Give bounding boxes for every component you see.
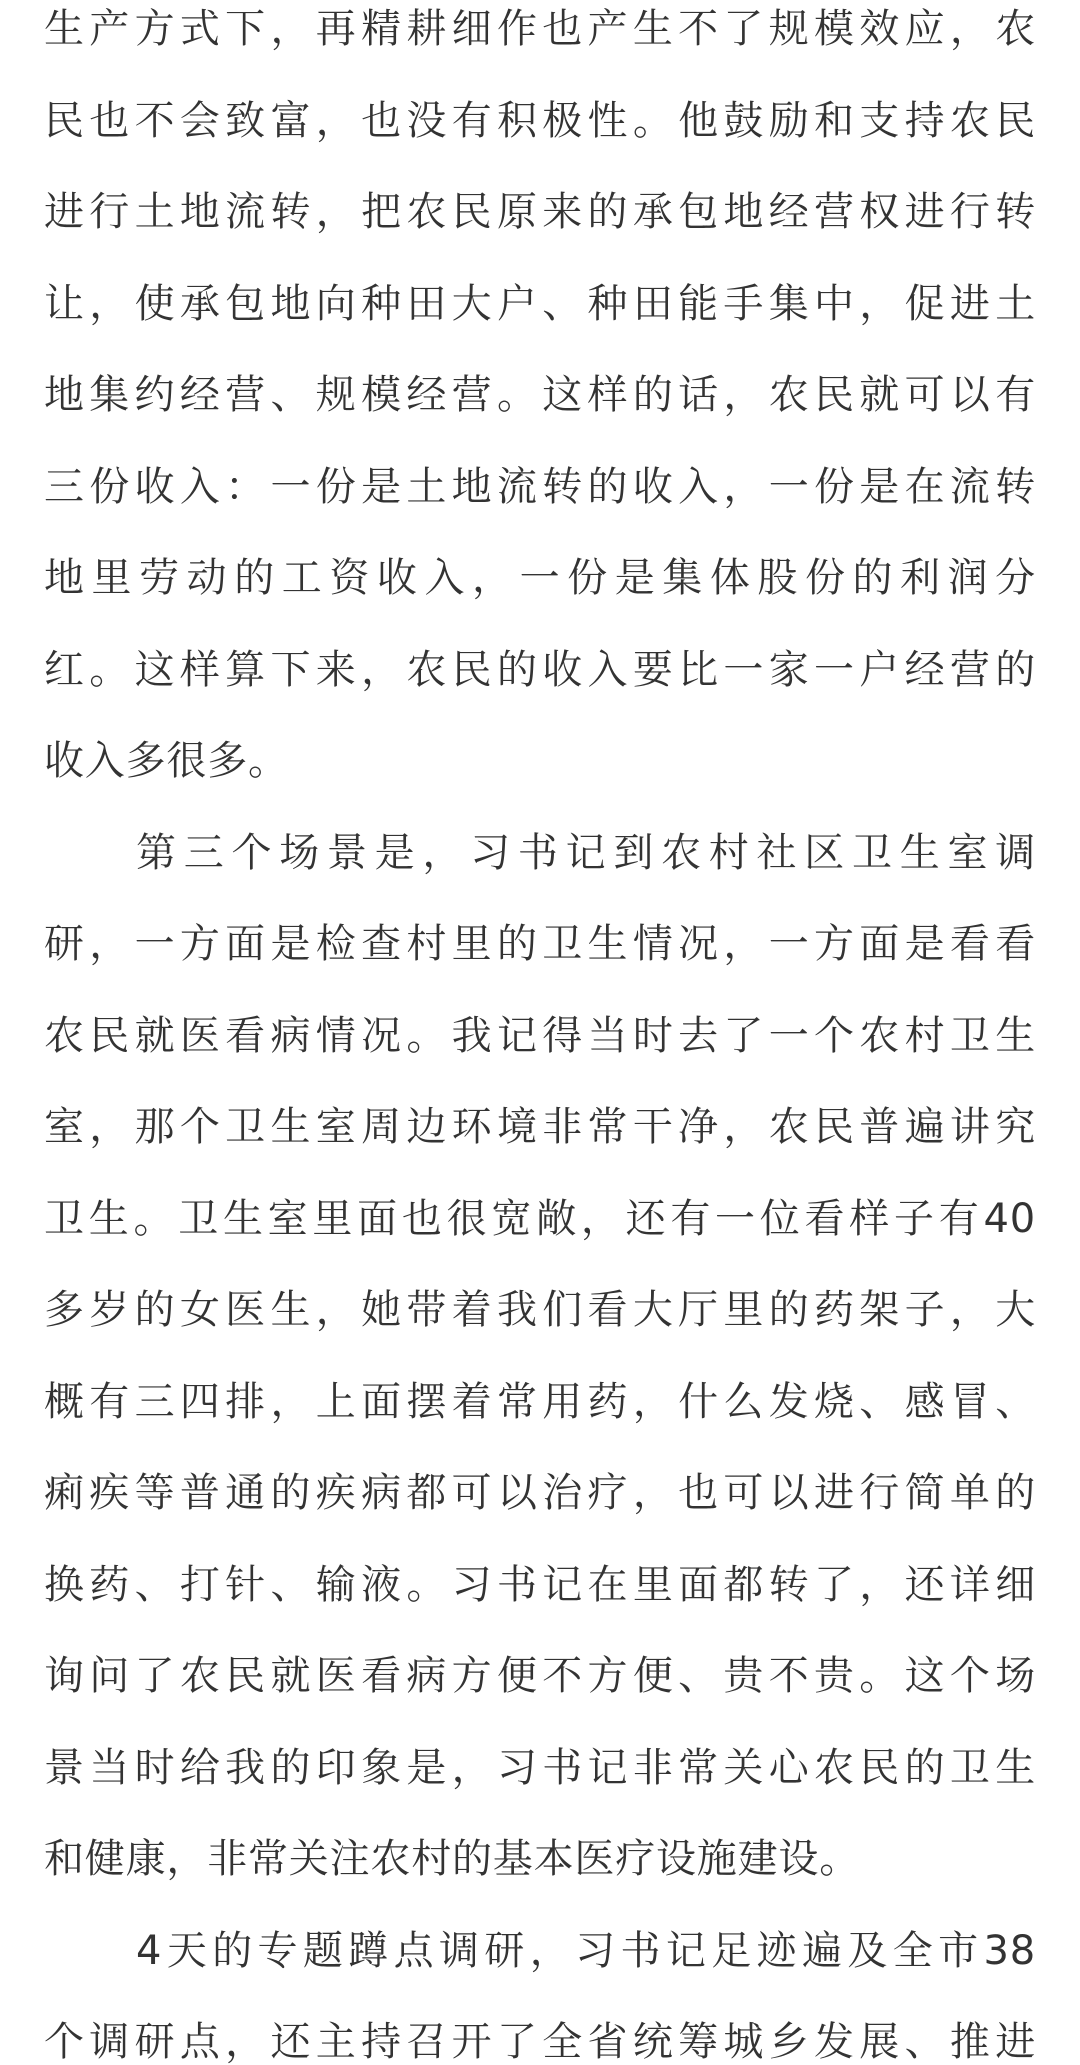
paragraph-1-line-3: 进行土地流转，把农民原来的承包地经营权进行转 — [44, 189, 1036, 235]
paragraph-2-line-11: 景当时给我的印象是，习书记非常关心农民的卫生 — [44, 1745, 1036, 1791]
paragraph-1-line-1: 生产方式下，再精耕细作也产生不了规模效应，农 — [44, 6, 1036, 52]
paragraph-3-line-2: 个调研点，还主持召开了全省统筹城乡发展、推进 — [44, 2019, 1036, 2065]
paragraph-3-line-1: 4天的专题蹲点调研，习书记足迹遍及全市38 — [136, 1928, 1036, 1974]
paragraph-2-line-9: 换药、打针、输液。习书记在里面都转了，还详细 — [44, 1562, 1036, 1608]
paragraph-2-line-1: 第三个场景是，习书记到农村社区卫生室调 — [136, 830, 1036, 876]
paragraph-2-line-2: 研，一方面是检查村里的卫生情况，一方面是看看 — [44, 921, 1036, 967]
paragraph-1-line-7: 地里劳动的工资收入，一份是集体股份的利润分 — [44, 555, 1036, 601]
paragraph-1-line-5: 地集约经营、规模经营。这样的话，农民就可以有 — [44, 372, 1036, 418]
article-body — [44, 0, 1036, 2065]
paragraph-2-line-10: 询问了农民就医看病方便不方便、贵不贵。这个场 — [44, 1653, 1036, 1699]
paragraph-1-line-4: 让，使承包地向种田大户、种田能手集中，促进土 — [44, 281, 1036, 327]
paragraph-2-line-7: 概有三四排，上面摆着常用药，什么发烧、感冒、 — [44, 1379, 1036, 1425]
paragraph-1-line-2: 民也不会致富，也没有积极性。他鼓励和支持农民 — [44, 98, 1036, 144]
paragraph-2-line-5: 卫生。卫生室里面也很宽敞，还有一位看样子有40 — [44, 1196, 1036, 1242]
paragraph-1-line-8: 红。这样算下来，农民的收入要比一家一户经营的 — [44, 647, 1036, 693]
paragraph-2-line-12: 和健康，非常关注农村的基本医疗设施建设。 — [44, 1836, 860, 1882]
paragraph-2-line-3: 农民就医看病情况。我记得当时去了一个农村卫生 — [44, 1013, 1036, 1059]
paragraph-1-line-6: 三份收入：一份是土地流转的收入，一份是在流转 — [44, 464, 1036, 510]
paragraph-1-line-9: 收入多很多。 — [44, 738, 289, 784]
paragraph-2-line-4: 室，那个卫生室周边环境非常干净，农民普遍讲究 — [44, 1104, 1036, 1150]
paragraph-2-line-8: 痢疾等普通的疾病都可以治疗，也可以进行简单的 — [44, 1470, 1036, 1516]
paragraph-2-line-6: 多岁的女医生，她带着我们看大厅里的药架子，大 — [44, 1287, 1036, 1333]
